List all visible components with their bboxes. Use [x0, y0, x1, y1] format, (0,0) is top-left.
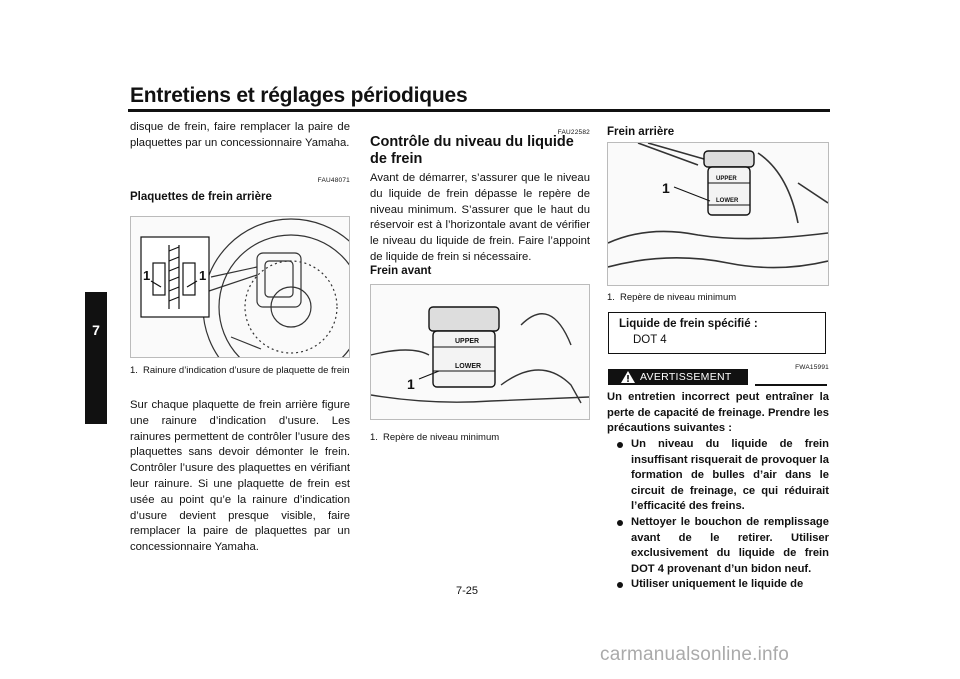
rear-reservoir-illustration [608, 143, 828, 285]
warning-code: FWA15991 [795, 364, 829, 371]
figure-caption [130, 365, 363, 377]
upper-mark: UPPER [716, 176, 737, 182]
callout-1: 1 [662, 180, 670, 196]
figure-caption [370, 432, 603, 444]
watermark: carmanualsonline.info [600, 644, 790, 665]
callout-1: 1 [407, 376, 415, 392]
lower-mark: LOWER [716, 198, 739, 204]
upper-mark: UPPER [455, 338, 480, 345]
warning-triangle-icon [620, 370, 636, 384]
body-paragraph: Avant de démarrer, s’assurer que le niveau du liquide de frein dépasse le repère de niveau minimum. S’assurer que le haut du réservoir est à l’horizontale avant de vérifier le niveau du liquide de frein. Faire l’appoint de liquide de frein si nécessaire. [370, 172, 590, 263]
intro-paragraph: disque de frein, faire remplacer la paire de plaquettes par un concessionnaire Yamaha. [130, 121, 350, 149]
page-number: 7-25 [456, 585, 479, 597]
body-paragraph: Sur chaque plaquette de frein arrière figure une rainure d’indication d’usure. Les rainures permettent de contrôler l’usure des plaquettes sans devoir démonter le frein. Contrôler l’usure des plaquettes en vérifiant leur rainure. Si une plaquette de frein est usée au point qu’e la rainure d’indication d’usure devient presque visible, faire remplacer la paire de plaquettes par un concessionnaire Yamaha. [130, 399, 350, 554]
warning-label: AVERTISSEMENT [640, 371, 732, 383]
page-title: Entretiens et réglages périodiques [130, 84, 468, 107]
rear-brake-reservoir-figure [607, 142, 829, 286]
section-heading: Contrôle du niveau du liquide de frein [370, 134, 574, 167]
subheading-rear-brake: Frein arrière [607, 126, 675, 138]
chapter-number: 7 [92, 322, 100, 338]
caption-number: 1. [607, 292, 615, 303]
bullet-text: Nettoyer le bouchon de remplissage avant de le retirer. Utiliser exclusivement du liquide de frein DOT 4 provenant d’un bidon neuf. [631, 515, 829, 575]
subheading-front-brake: Frein avant [370, 265, 432, 277]
warning-intro: Un entretien incorrect peut entraîner la perte de capacité de freinage. Prendre les précautions suivantes : [607, 391, 829, 435]
warning-bullet [607, 515, 829, 577]
caption-text: Repère de niveau minimum [620, 292, 737, 303]
warning-badge [608, 369, 748, 385]
section-heading: Plaquettes de frein arrière [130, 191, 272, 203]
spec-box [608, 312, 826, 354]
section-code: FAU22582 [557, 129, 590, 136]
warning-bullets [607, 437, 829, 593]
front-brake-reservoir-figure [370, 284, 590, 420]
bullet-icon [617, 582, 623, 588]
caption-text: Repère de niveau minimum [383, 432, 500, 443]
warning-bullet [607, 577, 829, 593]
figure-caption [607, 292, 842, 304]
header-rule [128, 109, 830, 112]
bullet-text: Utiliser uniquement le liquide de [631, 578, 804, 591]
bullet-icon [617, 442, 623, 448]
front-reservoir-illustration [371, 285, 589, 419]
rear-brake-pad-figure [130, 216, 350, 358]
warning-rule [755, 384, 827, 386]
rear-brake-pad-illustration [131, 217, 349, 357]
lower-mark: LOWER [455, 363, 482, 370]
callout-1-right: 1 [199, 268, 207, 283]
spec-label: Liquide de frein spécifié : [619, 318, 758, 330]
spec-value: DOT 4 [633, 334, 667, 346]
bullet-icon [617, 520, 623, 526]
callout-1-left: 1 [143, 268, 151, 283]
caption-text: Rainure d’indication d’usure de plaquette de frein [143, 365, 350, 376]
bullet-text: Un niveau du liquide de frein insuffisant risquerait de provoquer la formation de bulles d’air dans le circuit de freinage, ce qui réduirait l’efficacité des freins. [631, 438, 829, 513]
caption-number: 1. [130, 365, 138, 376]
warning-bullet [607, 437, 829, 515]
chapter-tab [85, 292, 107, 424]
caption-number: 1. [370, 432, 378, 443]
section-code: FAU48071 [317, 177, 350, 184]
